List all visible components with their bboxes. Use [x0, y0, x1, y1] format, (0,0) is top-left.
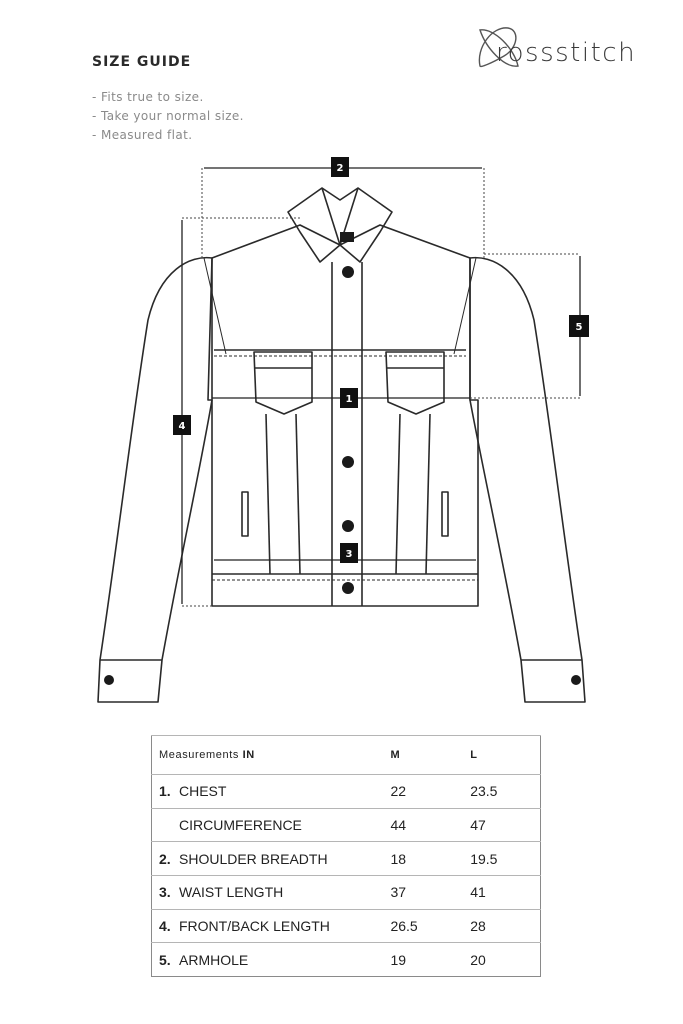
fit-note: - Take your normal size. [92, 109, 244, 123]
value-l: 47 [470, 808, 540, 842]
brand-tag [340, 232, 354, 242]
row-number: 4. [159, 918, 171, 935]
marker-4 [173, 415, 191, 435]
header-measurements: Measurements [159, 749, 239, 761]
row-name: WAIST LENGTH [179, 884, 284, 901]
brand-name: rossstitch [496, 38, 637, 68]
row-name: ARMHOLE [179, 951, 249, 968]
brand-logo [474, 18, 666, 74]
button [342, 266, 354, 278]
value-m: 18 [390, 842, 470, 876]
table-row [152, 943, 541, 977]
marker-3 [340, 543, 358, 563]
svg-text:5: 5 [575, 322, 583, 333]
row-name: SHOULDER BREADTH [179, 850, 328, 867]
row-number: 2. [159, 850, 171, 867]
collar [288, 188, 392, 262]
size-table [151, 735, 541, 977]
value-l: 23.5 [470, 775, 540, 809]
row-number: 5. [159, 951, 171, 968]
chest-pocket-left [254, 352, 312, 414]
row-name: FRONT/BACK LENGTH [179, 918, 330, 935]
right-sleeve [470, 258, 585, 702]
fit-note: - Fits true to size. [92, 90, 204, 104]
table-row [152, 775, 541, 809]
value-l: 41 [470, 876, 540, 910]
value-m: 44 [390, 808, 470, 842]
header-col-l: L [470, 736, 540, 775]
header-unit: IN [242, 749, 255, 761]
button [342, 582, 354, 594]
value-l: 20 [470, 943, 540, 977]
table-row [152, 842, 541, 876]
row-name: CHEST [179, 783, 227, 800]
value-m: 19 [390, 943, 470, 977]
table-row [152, 909, 541, 943]
marker-2 [331, 157, 349, 177]
chest-pocket-right [386, 352, 444, 414]
svg-text:2: 2 [336, 163, 344, 174]
fit-note: - Measured flat. [92, 128, 193, 142]
svg-text:4: 4 [178, 421, 186, 432]
row-number: 1. [159, 783, 171, 800]
row-name: CIRCUMFERENCE [179, 817, 302, 834]
button [342, 520, 354, 532]
header-label [152, 736, 391, 775]
cuff-button [104, 675, 114, 685]
table-row [152, 876, 541, 910]
page-title: SIZE GUIDE [92, 54, 192, 70]
fit-notes [92, 88, 244, 145]
marker-5 [569, 315, 589, 337]
table-header-row [152, 736, 541, 775]
value-l: 19.5 [470, 842, 540, 876]
value-m: 22 [390, 775, 470, 809]
jacket-diagram [0, 150, 683, 720]
svg-text:3: 3 [345, 549, 353, 560]
header-col-m: M [390, 736, 470, 775]
cuff-button [571, 675, 581, 685]
button [342, 456, 354, 468]
value-m: 26.5 [390, 909, 470, 943]
marker-1 [340, 388, 358, 408]
row-number: 3. [159, 884, 171, 901]
value-m: 37 [390, 876, 470, 910]
table-row [152, 808, 541, 842]
value-l: 28 [470, 909, 540, 943]
left-sleeve [98, 258, 212, 702]
svg-text:1: 1 [345, 394, 353, 405]
